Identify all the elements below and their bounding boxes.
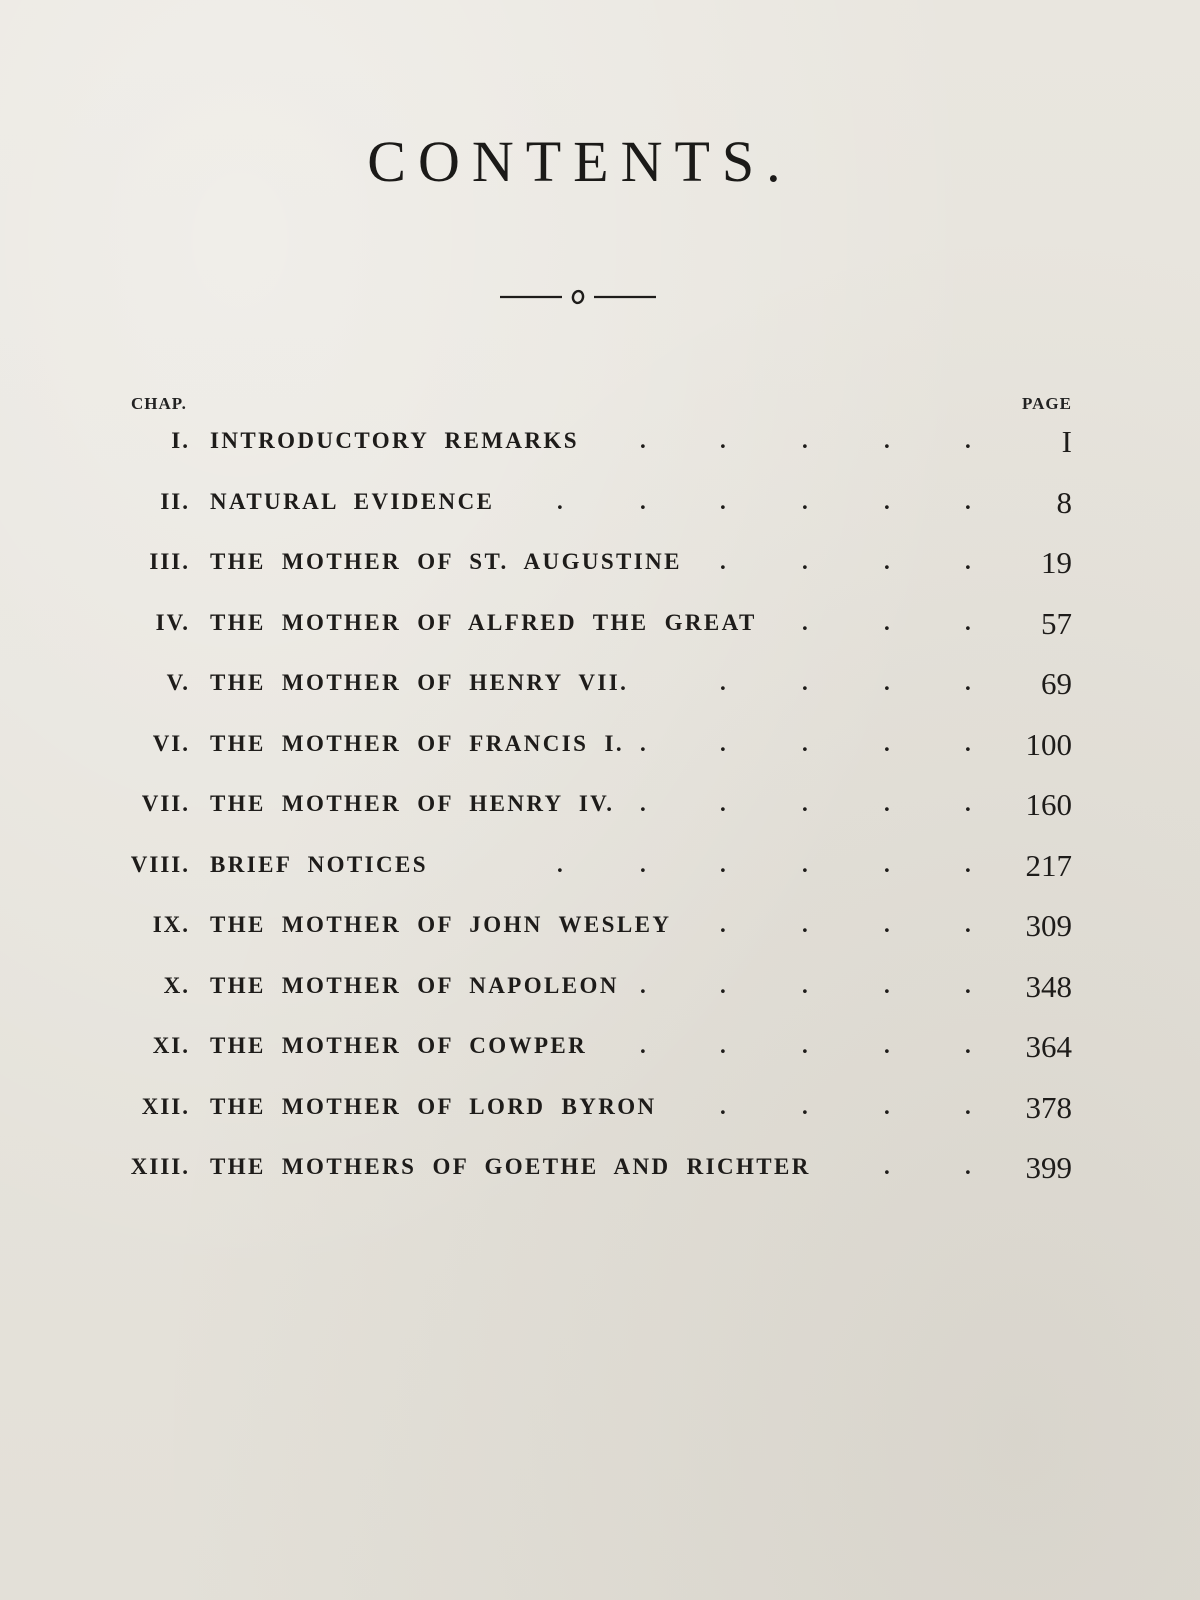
leader-dot: . [884,488,890,514]
chapter-number: X. [163,972,190,998]
leader-dot: . [640,488,646,514]
leader-dot: . [640,1033,646,1058]
chapter-title: THE MOTHER OF HENRY VII. [210,670,629,695]
chapter-title: THE MOTHER OF LORD BYRON [210,1093,657,1119]
leader-dot: . [884,428,890,453]
leader-dot: . [965,609,971,635]
leader-dot: . [802,609,808,635]
chapter-number: VI. [152,730,190,756]
chapter-number: XI. [152,1033,190,1058]
leader-dot: . [640,791,646,816]
toc-row [0,908,1200,952]
toc-row [0,605,1200,650]
chapter-title: NATURAL EVIDENCE [210,488,495,514]
leader-dot: . [884,609,890,635]
chapter-number: V. [166,670,190,695]
page-number: 100 [1025,726,1072,762]
chapter-title: THE MOTHERS OF GOETHE AND RICHTER [210,1154,811,1179]
toc-row [0,1150,1200,1194]
leader-dot: . [720,851,726,877]
toc-row [0,545,1200,589]
toc-row [0,424,1200,468]
leader-dot: . [640,428,646,453]
leader-dot: . [720,791,726,816]
leader-dot: . [884,972,890,998]
chapter-number: XIII. [130,1154,190,1179]
chapter-number: VIII. [130,851,190,877]
leader-dot: . [720,1093,726,1119]
leader-dot: . [965,791,971,816]
page-number: 399 [1025,1150,1072,1185]
chapter-number: IX. [152,912,190,937]
leader-dot: . [884,791,890,816]
leader-dot: . [802,730,808,756]
leader-dot: . [802,912,808,937]
toc-row [0,968,1200,1013]
leader-dot: . [965,851,971,877]
leader-dot: . [884,851,890,877]
page-title: CONTENTS. [367,129,793,194]
chapter-title: THE MOTHER OF NAPOLEON [210,972,619,998]
chapter-number: IV. [155,609,190,635]
leader-dot: . [884,1033,890,1058]
leader-dot: . [884,670,890,695]
leader-dot: . [965,488,971,514]
leader-dot: . [720,428,726,453]
leader-dot: . [965,730,971,756]
toc-row [0,1029,1200,1073]
leader-dot: . [720,670,726,695]
chapter-title: INTRODUCTORY REMARKS [210,428,579,453]
leader-dot: . [965,1093,971,1119]
toc-row [0,847,1200,892]
toc-row [0,666,1200,710]
leader-dot: . [965,670,971,695]
page-number: 378 [1025,1089,1072,1125]
leader-dot: . [965,549,971,574]
leader-dot: . [802,851,808,877]
toc-row [0,484,1200,529]
ornament-rule-icon [500,286,656,308]
leader-dot: . [802,791,808,816]
page-number: 69 [1041,666,1072,701]
leader-dot: . [884,730,890,756]
leader-dot: . [640,972,646,998]
page-number: 8 [1056,484,1072,520]
leader-dot: . [557,488,563,514]
page-number: 364 [1025,1029,1072,1064]
leader-dot: . [884,1154,890,1179]
leader-dot: . [720,972,726,998]
leader-dot: . [557,851,563,877]
leader-dot: . [802,488,808,514]
leader-dot: . [802,1093,808,1119]
leader-dot: . [720,549,726,574]
chap-column-header: CHAP. [131,394,187,413]
leader-dot: . [884,549,890,574]
chapter-title: THE MOTHER OF HENRY IV. [210,791,615,816]
leader-dot: . [802,428,808,453]
chapter-number: I. [171,428,190,453]
chapter-title: THE MOTHER OF COWPER [210,1033,588,1058]
leader-dot: . [720,912,726,937]
leader-dot: . [965,1033,971,1058]
leader-dot: . [802,972,808,998]
page-number: 57 [1041,605,1072,641]
leader-dot: . [720,488,726,514]
leader-dot: . [965,972,971,998]
page-number: 348 [1025,968,1072,1004]
leader-dot: . [884,912,890,937]
chapter-number: III. [149,549,190,574]
toc-row [0,787,1200,831]
chapter-number: VII. [141,791,190,816]
toc-row [0,1089,1200,1134]
leader-dot: . [640,851,646,877]
page-number: 19 [1041,545,1072,580]
leader-dot: . [884,1093,890,1119]
leader-dot: . [965,428,971,453]
chapter-title: THE MOTHER OF ST. AUGUSTINE [210,549,682,574]
page-number: 309 [1025,908,1072,943]
leader-dot: . [802,549,808,574]
toc-row [0,726,1200,771]
page-number: 217 [1025,847,1072,883]
chapter-title: THE MOTHER OF FRANCIS I. [210,730,624,756]
page-number: 160 [1025,787,1072,822]
leader-dot: . [720,1033,726,1058]
leader-dot: . [965,1154,971,1179]
leader-dot: . [720,730,726,756]
page-column-header: PAGE [1022,394,1072,413]
chapter-title: THE MOTHER OF ALFRED THE GREAT [210,609,757,635]
leader-dot: . [802,670,808,695]
chapter-title: BRIEF NOTICES [210,851,428,877]
chapter-title: THE MOTHER OF JOHN WESLEY [210,912,672,937]
chapter-number: II. [160,488,190,514]
page-number: I [1061,424,1072,459]
leader-dot: . [965,912,971,937]
chapter-number: XII. [141,1093,190,1119]
leader-dot: . [802,1033,808,1058]
leader-dot: . [640,730,646,756]
